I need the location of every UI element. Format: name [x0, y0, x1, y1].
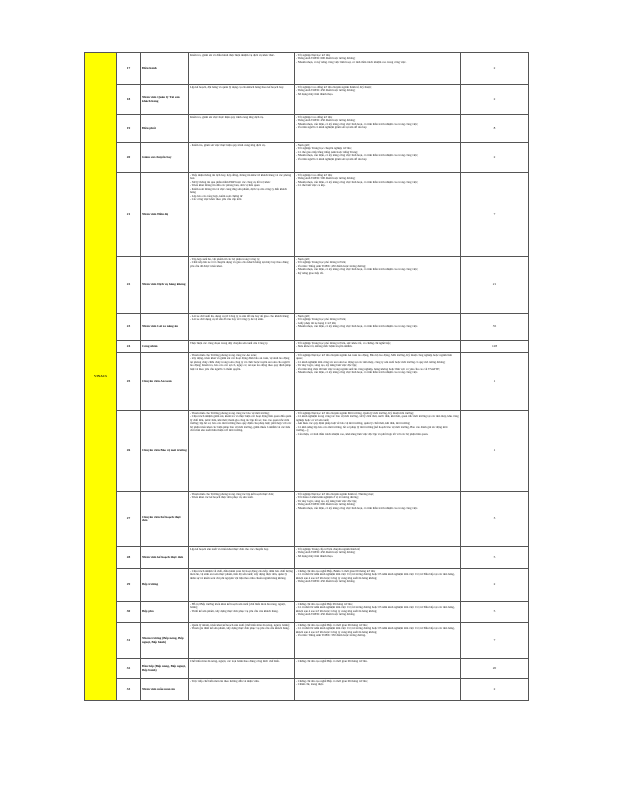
table-row: [85, 53, 529, 85]
table-row: [85, 602, 529, 623]
requirement-line: - Nam giới;: [296, 142, 310, 147]
requirement-line: - Tiếng Anh TOEIC 500 điểm hoặc tương đương;: [296, 176, 356, 180]
tasks-cell: [189, 115, 295, 143]
row-number-cell: 22: [117, 257, 141, 314]
requirement-line: - Tiếng Anh TOEIC 600 điểm hoặc tương đương;: [296, 502, 356, 506]
requirement-line: - Kỹ năng giao tiếp tốt.: [296, 270, 324, 275]
requirement-line: - Tốt nghiệp Trung học chuyên nghiệp trở lên;: [296, 146, 352, 150]
tasks-cell: [189, 602, 295, 623]
requirement-line: - Siêu khỏe tốt, không mắc bệnh truyền nhiễm.: [296, 344, 353, 348]
requirement-line: - Có khả năng lập báo cáo môi trường, hồ sơ pháp lý môi trường (kế hoạch bảo vệ môi trường, Báo cáo đánh giá tác động môi trường,...);: [296, 424, 448, 432]
row-number-cell: 28: [117, 547, 141, 569]
tasks-cell: [189, 257, 295, 314]
quantity-cell: 2: [461, 85, 529, 115]
requirements-cell: [295, 353, 461, 411]
requirement-line: - Ưu tiên: Tiếng Anh TOEIC 350 điểm hoặc tương đương.: [296, 633, 366, 637]
requirement-line: - Tiếng Anh TOEIC 450 điểm hoặc tương đương.: [296, 612, 356, 616]
table-row: [85, 143, 529, 173]
requirement-line: - Ưu tiên người có kinh nghiệm giám sát tại sân đỗ tàu bay.: [296, 156, 368, 161]
task-line: - Tập hợp suất ăn, vật phẩm từ các bộ phận trong Công ty;: [190, 256, 260, 261]
task-line: - Tham mưu cho Trưởng phòng trong công tác An toàn;: [190, 352, 257, 357]
task-line: - Tham mưu cho Trưởng phòng trong công tác bảo vệ môi trường;: [190, 410, 270, 415]
table-row: [85, 492, 529, 547]
tasks-cell: [189, 143, 295, 173]
position-cell: Điều phối: [141, 115, 189, 143]
tasks-cell: [189, 314, 295, 341]
quantity-cell: 1: [461, 353, 529, 411]
quantity-cell: 2: [461, 679, 529, 701]
task-line: - Lái xe chở suất ăn, dụng cụ từ Công ty ra sân đỗ tàu bay để giao cho khách hàng;: [190, 313, 290, 318]
table-row: [85, 353, 529, 411]
row-number-cell: 30: [117, 602, 141, 623]
requirement-line: - Nhanh nhẹn, cẩn thận, có kỹ năng công việc linh hoạt, có tinh thần trách nhiệm cao trong công việc.: [296, 324, 418, 328]
requirement-line: - Cẩn thận, có tinh thần trách nhiệm cao, khả năng làm việc độc lập và phối hợp tốt với các bộ phận liên quan.: [296, 431, 429, 436]
position-cell: Nhân viên Điều độ: [141, 173, 189, 257]
table-row: [85, 411, 529, 492]
requirement-line: - Nhanh nhẹn, cẩn thận, có kỹ năng công việc linh hoạt, có tinh thần trách nhiệm cao trong công việc;: [296, 153, 419, 157]
requirement-line: - Tốt nghiệp Cao đẳng trở lên;: [296, 114, 333, 119]
row-number-cell: 33: [117, 679, 141, 701]
requirement-line: - Tốt nghiệp Đại học trở lên chuyên ngành Kinh tế, Thương mại;: [296, 491, 374, 496]
row-number-cell: 21: [117, 173, 141, 257]
position-cell: Nhóm trưởng (Bếp nóng, Bếp nguội, Bếp bánh): [141, 623, 189, 659]
task-line: - Xử lý thông tin qua phần mềm ERP hoặc các công cụ hỗ trợ khác: [190, 179, 271, 184]
quantity-cell: 3: [461, 492, 529, 547]
quantity-cell: 8: [461, 115, 529, 143]
requirement-line: - Am hiểu các quy định pháp luật về bảo vệ môi trường, quản lý chất thải, khí thải, môi trường;: [296, 421, 411, 425]
table-row: [85, 659, 529, 679]
requirements-cell: [295, 411, 461, 492]
row-number-cell: 27: [117, 492, 141, 547]
tasks-cell: [189, 492, 295, 547]
task-line: - Kiểm tra, giám sát việc thực hiện quy trình cung ứng dịch vụ.: [190, 142, 266, 147]
requirements-cell: [295, 143, 461, 173]
requirements-cell: [295, 659, 461, 679]
task-line: - xây dựng, triển khai và giám sát các hoạt động đảm bảo an toàn, vệ sinh lao động tại phòng cháy chữa cháy trong toàn công ty và chức hoặc tuyên an toàn cho người lao động; Kiểm tra, báo cáo các sự cố, nguy cơ, tai nạn lao động theo quy định pháp luật và theo yêu cầu người có thẩm quyền.: [190, 356, 291, 371]
row-number-cell: 32: [117, 659, 141, 679]
position-cell: Nhân viên Lái xe nâng ăn: [141, 314, 189, 341]
quantity-cell: 21: [461, 257, 529, 314]
quantity-cell: 7: [461, 173, 529, 257]
task-line: - Thiết kế sản phẩm, xây dựng thực đơn phục vụ yêu cầu của khách hàng.: [190, 608, 279, 613]
requirement-line: - Tốt nghiệp Trung học phổ thông trở lên;: [296, 317, 347, 321]
row-number-cell: 19: [117, 115, 141, 143]
requirement-line: - Có kinh nghiệm làm công tác an toàn lao động tại các nhà máy, công ty sản xuất hoặc môi trường có quy mô tương đương;: [296, 359, 446, 364]
task-line: Thực hiện các công đoạn trong dây chuyền sản xuất của Công ty.: [190, 340, 269, 345]
requirement-line: - Chứng chỉ đào tạo nghề Bếp, Bánh có thời gian 09 tháng trở lên;: [296, 568, 376, 573]
task-line: - Tham gia thiết kế sản phẩm, xây dựng thực đơn phục vụ yêu cầu của khách hàng.: [190, 626, 290, 630]
requirement-line: - Tốt nghiệp Trung cấp trở lên chuyên ngành Kinh tế;: [296, 546, 361, 551]
row-number-cell: 17: [117, 53, 141, 85]
task-line: - Tham mưu cho Trưởng phòng trong công tác lập kế hoạch thực đơn;: [190, 491, 274, 496]
table-row: [85, 569, 529, 602]
tasks-cell: [189, 659, 295, 679]
tasks-cell: [189, 341, 295, 353]
table-row: [85, 115, 529, 143]
requirement-line: - Có kinh nghiệm trong công tác bảo vệ môi trường, xử lý chất thải, nước thải, khí thải, quan trắc môi trường tại các nhà máy, khu công nghiệp hoặc cơ sở sản xuất;: [296, 414, 459, 422]
requirement-line: - Chứng chỉ đào tạo nghề Bếp có thời gian 06 tháng trở lên.: [296, 658, 368, 663]
quantity-cell: 2: [461, 569, 529, 602]
position-cell: Công nhân: [141, 341, 189, 353]
position-cell: Bếp phó: [141, 602, 189, 623]
tasks-cell: [189, 679, 295, 701]
tasks-cell: [189, 173, 295, 257]
recruitment-table: [84, 52, 529, 701]
requirement-line: - Tốt nghiệp Đại học trở lên chuyên ngành Môi trường, Quản lý môi trường, Kỹ thuật môi trường;: [296, 410, 414, 415]
requirement-line: - Có ít nhất 02 năm kinh nghiệm làm việc ở vị trí tương đương hoặc 05 năm kinh nghiệm làm việc ở vị trí Đầu bếp tại các nhà hàng, khách sạn 4 sao trở lên hoặc Công ty cung ứng suất ăn hàng không;: [296, 572, 455, 580]
requirements-cell: [295, 173, 461, 257]
table-row: [85, 623, 529, 659]
task-line: - Chịu trách nhiệm về chất, điều hành toàn bộ hoạt động của bếp; đảm bảo chất lượng món ăn, vệ sinh an toàn thực phẩm, tiến độ sản xuất; xây dựng thực đơn, quản lý nhân sự và kiểm soát chi phí nguyên vật liệu theo tiêu chuẩn ngành hàng không.: [190, 568, 293, 580]
requirement-line: - Nhanh nhẹn, cẩn thận, có kỹ năng công việc linh hoạt, có tinh thần trách nhiệm cao trong công việc;: [296, 179, 419, 184]
table-row: [85, 173, 529, 257]
requirement-line: - Nhanh nhẹn, cẩn thận, có kỹ năng công việc linh hoạt, có tinh thần trách nhiệm cao trong công việc;: [296, 267, 419, 271]
requirement-line: - Tốt nghiệp Đại học trở lên;: [296, 52, 331, 57]
table-row: [85, 85, 529, 115]
requirements-cell: [295, 492, 461, 547]
row-number-cell: 18: [117, 85, 141, 115]
table-row: [85, 341, 529, 353]
requirements-cell: [295, 115, 461, 143]
requirement-line: - Chăm chỉ, trung thực.: [296, 682, 324, 686]
task-line: - Triển khai các kế hoạch thực đơn phục vụ sản xuất.: [190, 495, 254, 499]
task-line: - Các công việc khác theo yêu cầu cấp trên: [190, 197, 242, 201]
requirement-line: - Ưu tiên ứng viên đã làm việc trong ngành suất ăn công nghiệp, hàng không hoặc lĩnh vực có yêu cầu cao về VSATTP;: [296, 366, 440, 371]
requirements-cell: [295, 257, 461, 314]
requirement-line: - Tối thiểu 2 năm kinh nghiệm ở vị trí tương đương;: [296, 495, 359, 499]
tasks-cell: [189, 623, 295, 659]
requirements-cell: [295, 547, 461, 569]
task-line: Lập kế hoạch sản xuất và triển khai thực đơn cho các chuyến bay.: [190, 546, 269, 551]
quantity-cell: 7: [461, 623, 529, 659]
tasks-cell: [189, 53, 295, 85]
requirement-line: - Tốt nghiệp Cao đẳng trở lên chuyên ngành Kinh tế, Kỹ thuật;: [296, 84, 372, 89]
requirement-line: - Tiếng Anh TOEIC 600 điểm hoặc tương đương;: [296, 56, 356, 60]
task-line: - Tiếp nhận thông tin lịch bay, hợp đồng, thông tin khác từ khách hàng và các phòng ban: [190, 172, 292, 180]
row-number-cell: 23: [117, 314, 141, 341]
quantity-cell: 5: [461, 547, 529, 569]
table-row: [85, 679, 529, 701]
tasks-cell: [189, 411, 295, 492]
requirement-line: - Nhanh nhẹn, có kỹ năng công việc linh hoạt, có tinh thần trách nhiệm cao trong công việc.: [296, 59, 407, 64]
task-line: - Chất xếp lên xe ô tô chuyên dụng và giao cho khách hàng tại máy bay theo đúng yêu cầu đã được triển khai.: [190, 260, 289, 268]
position-cell: Nhân viên mẫu món ăn: [141, 679, 189, 701]
requirement-line: - Tốt nghiệp Trung học phổ thông trở lên, sức khỏe tốt, có chứng chỉ nghề bếp;: [296, 340, 391, 345]
requirement-line: - Sử dụng máy tính thành thạo.: [296, 91, 334, 96]
tasks-cell: [189, 569, 295, 602]
requirements-cell: [295, 679, 461, 701]
company-name-cell: VINACS: [85, 53, 117, 701]
requirement-line: - Chứng chỉ đào tạo nghề Bếp có thời gian 06 tháng trở lên;: [296, 622, 368, 627]
table-row: [85, 547, 529, 569]
tasks-cell: [189, 547, 295, 569]
requirement-line: - Nhanh nhẹn, cẩn thận, có kỹ năng công việc linh hoạt, có tinh thần trách nhiệm cao trong công việc.: [296, 370, 418, 374]
requirement-line: - Chứng chỉ đào tạo nghề Bếp có thời gian 06 tháng trở lên;: [296, 678, 368, 683]
position-cell: Nhân viên Dịch vụ hàng không: [141, 257, 189, 314]
requirement-line: - Ưu tiên: Tiếng Anh TOEIC 450 điểm hoặc tương đương;: [296, 263, 366, 268]
quantity-cell: 35: [461, 314, 529, 341]
position-cell: Chuyên viên Kế hoạch thực đơn: [141, 492, 189, 547]
requirement-line: - Tiếng Anh TOEIC 450 điểm hoặc tương đương;: [296, 88, 356, 92]
requirement-line: - Tiếng Anh TOEIC 450 điểm hoặc tương đương;: [296, 118, 356, 122]
quantity-cell: 2: [461, 143, 529, 173]
requirements-cell: [295, 602, 461, 623]
quantity-cell: 5: [461, 602, 529, 623]
requirement-line: - Tiếng Anh TOEIC 450 điểm hoặc tương đương.: [296, 579, 356, 583]
requirement-line: - Tốt nghiệp Cao đẳng trở lên;: [296, 172, 333, 177]
requirement-line: - Nhanh nhẹn, cẩn thận, có kỹ năng công việc linh hoạt, có tinh thần trách nhiệm cao trong công việc;: [296, 121, 419, 126]
requirement-line: - Ưu tiên người có kinh nghiệm giám sát tại sân đỗ tàu bay.: [296, 125, 368, 129]
position-cell: Điều hành: [141, 53, 189, 85]
task-line: - Trực tiếp chế biến món ăn theo hướng dẫn và nhận viên.: [190, 678, 260, 683]
quantity-cell: 128: [461, 341, 529, 353]
requirement-line: - Sử dụng máy tính thành thạo.: [296, 553, 334, 558]
requirement-line: - Tốt nghiệp Đại học trở lên chuyên ngành An toàn lao động, Bảo hộ lao động, Môi trường, Kỹ thuật công nghiệp hoặc ngành liên quan;: [296, 352, 453, 360]
quantity-cell: 1: [461, 411, 529, 492]
requirements-cell: [295, 341, 461, 353]
row-number-cell: 25: [117, 353, 141, 411]
quantity-cell: 2: [461, 53, 529, 85]
table-row: [85, 257, 529, 314]
task-line: - Lái xe chở dụng cụ từ sân đỗ tàu bay về Công ty để vệ sinh.: [190, 317, 264, 321]
row-number-cell: 20: [117, 143, 141, 173]
position-cell: Bếp trưởng: [141, 569, 189, 602]
requirement-line: - Nam giới;: [296, 256, 310, 261]
task-line: - Chịu trách nhiệm giám sát, kiểm tra và thực hiện các hoạt động liên quan đến quản lý chất thải, nước thải, khí thải; tham gia công tác lập hồ sơ, báo cáo quan trắc môi trường; lập hồ sơ, báo cáo môi trường theo quy định của pháp luật; phối hợp với các bộ phận triển khai các biện pháp bảo vệ môi trường, giảm thiểu ô nhiễm và các tiêu chí trình sản xuất thân thiện với môi trường.: [190, 414, 292, 432]
requirement-line: - Tư duy logic, sáng tạo, kỹ năng làm việc độc lập;: [296, 498, 357, 503]
position-cell: Chuyên viên Bảo vệ môi trường: [141, 411, 189, 492]
row-number-cell: 29: [117, 569, 141, 602]
row-number-cell: 24: [117, 341, 141, 353]
task-line: - Triển khai thông tin đến các phòng ban, đơn vị liên quan: [190, 183, 260, 187]
task-line: - Kiểm soát thông tin và việc cung ứng sản phẩm, dịch vụ của công ty đến khách hàng: [190, 186, 287, 194]
position-cell: Nhân viên kế hoạch thực đơn: [141, 547, 189, 569]
task-line: Kiểm tra, giám sát việc thực hiện quy trình cung ứng dịch vụ.: [190, 114, 264, 119]
requirement-line: - Có thể làm việc ca kíp.: [296, 183, 326, 187]
position-cell: Chuyên viên An toàn: [141, 353, 189, 411]
requirements-cell: [295, 85, 461, 115]
table-row: [85, 314, 529, 341]
position-cell: Đầu bếp (Bếp nóng, Bếp nguội, Bếp bánh): [141, 659, 189, 679]
requirements-cell: [295, 623, 461, 659]
task-line: - Lập báo cáo tổng hợp, kiểm soát chứng từ: [190, 193, 243, 198]
requirement-line: - Tiếng Anh TOEIC 450 điểm hoặc tương đương;: [296, 550, 356, 554]
position-cell: Giám sát chuyến bay: [141, 143, 189, 173]
position-cell: Nhân viên Quản lý Tài sản khách hàng: [141, 85, 189, 115]
requirement-line: - Chứng chỉ đào tạo nghề Bếp 09 tháng trở lên;: [296, 601, 353, 606]
requirements-cell: [295, 314, 461, 341]
task-line: Lập kế hoạch, đặt hàng và quản lý dụng cụ của khách hàng theo kế hoạch bay.: [190, 84, 284, 89]
task-line: - Quản lý nhóm, triển khai kế hoạch sản xuất (chế biến món ăn nóng, nguội, bánh);: [190, 622, 290, 627]
requirement-line: - Tốt nghiệp Trung học phổ thông trở lên;: [296, 260, 347, 264]
tasks-cell: [189, 85, 295, 115]
requirement-line: - Nam giới;: [296, 313, 310, 318]
row-number-cell: 26: [117, 411, 141, 492]
quantity-cell: 20: [461, 659, 529, 679]
task-line: Chế biến món ăn nóng, nguội, các loại bánh theo đúng công thức chế biến.: [190, 658, 280, 663]
requirement-line: - Giấy phép lái xe hạng C trở lên;: [296, 320, 337, 325]
task-line: - Hỗ trợ Bếp trưởng triển khai kế hoạch sản xuất (chế biến món ăn nóng, nguội, bánh);: [190, 601, 286, 609]
requirement-line: - Có ít nhất 02 năm kinh nghiệm làm việc ở vị trí tương đương hoặc 03 năm kinh nghiệm làm việc ở vị trí Đầu bếp tại các nhà hàng, khách sạn 4 sao trở lên hoặc Công ty cung ứng suất ăn hàng không;: [296, 626, 455, 634]
requirement-line: - Nhanh nhẹn, cẩn thận, có kỹ năng công việc linh hoạt, có tinh thần trách nhiệm cao trong công việc.: [296, 505, 418, 510]
tasks-cell: [189, 353, 295, 411]
requirements-cell: [295, 53, 461, 85]
task-line: Kiểm tra, giám sát và điều hành thực hiện nhiệm vụ dịch vụ khác thác.: [190, 52, 275, 57]
requirements-cell: [295, 569, 461, 602]
row-number-cell: 31: [117, 623, 141, 659]
requirement-line: - Có ít nhất 02 năm kinh nghiệm làm việc ở vị trí tương đương hoặc 03 năm kinh nghiệm làm việc ở vị trí Đầu bếp tại các nhà hàng, khách sạn 4 sao trở lên hoặc Công ty cung ứng suất ăn hàng không;: [296, 605, 455, 613]
requirement-line: - Có thể giao tiếp bằng tiếng Anh hoặc tiếng Trung;: [296, 149, 358, 154]
requirement-line: - Tư duy logic, sáng tạo, kỹ năng làm việc độc lập;: [296, 363, 357, 367]
